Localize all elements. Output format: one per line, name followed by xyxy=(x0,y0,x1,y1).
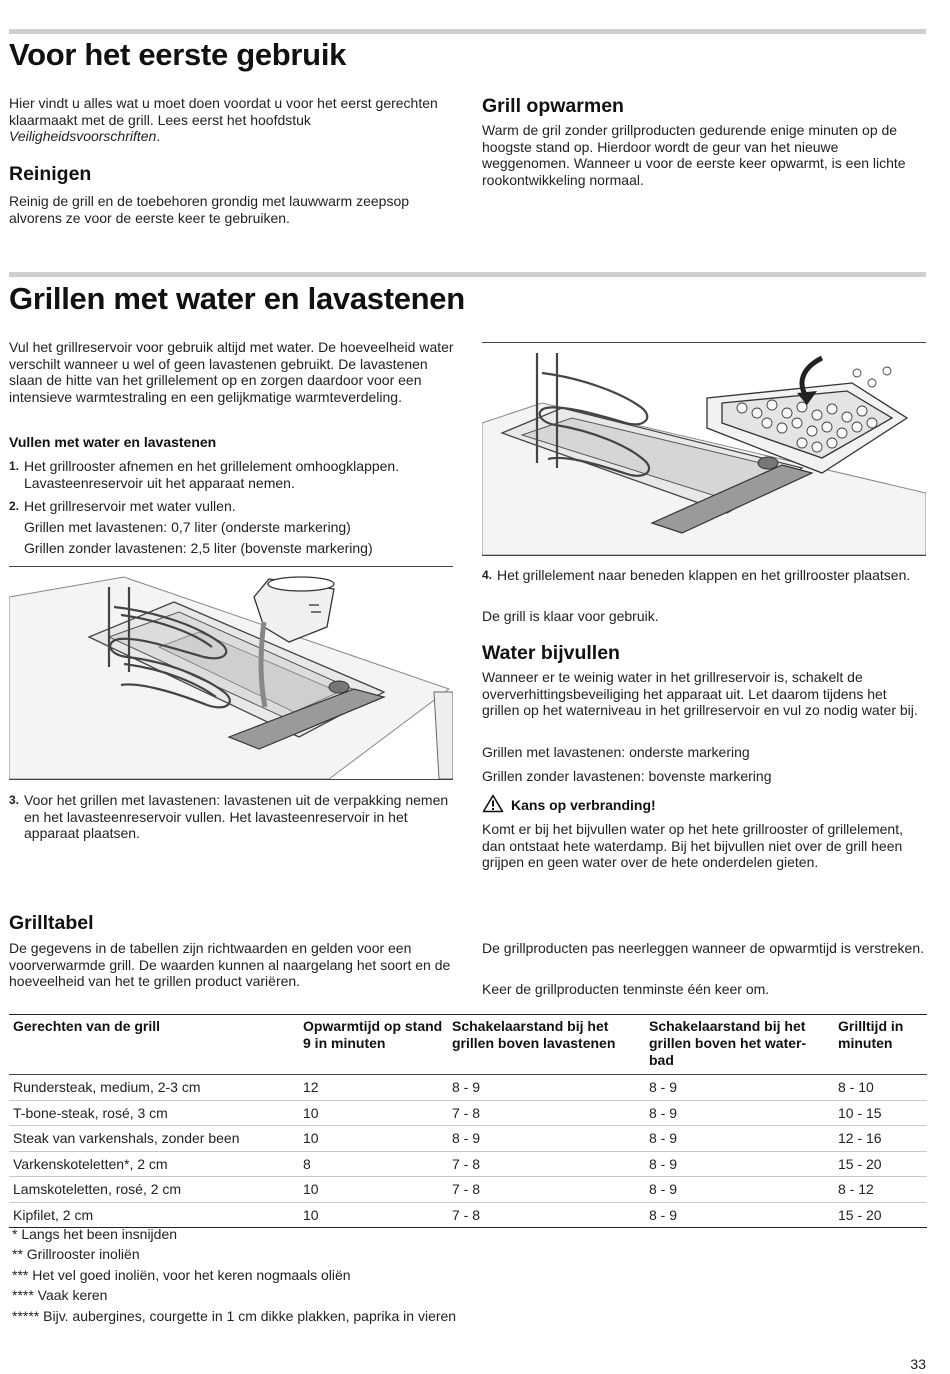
step-number: 2. xyxy=(9,499,20,513)
table-cell: Kipfilet, 2 cm xyxy=(9,1202,299,1228)
table-cell: 7 - 8 xyxy=(448,1100,645,1126)
step-text: Het grillreservoir met water vullen. xyxy=(24,498,236,514)
table-cell: Rundersteak, medium, 2-3 cm xyxy=(9,1075,299,1101)
bijvullen-text: Wanneer er te weinig water in het grillreservoir is, schakelt de oververhittingsbeveiliging het apparaat uit. Let daarom tijdens het grillen op het waterniveau in het grillreservoir en vul zo nodig water bij. xyxy=(482,669,918,719)
step-1 xyxy=(9,458,454,491)
heading-reinigen: Reinigen xyxy=(9,163,92,185)
table-header: Opwarmtijd op stand 9 in minuten xyxy=(299,1015,448,1075)
step-2-note-lavastenen: Grillen met lavastenen: 0,7 liter (onderste markering) xyxy=(24,519,351,535)
section-rule xyxy=(9,29,926,34)
section-title-grillen: Grillen met water en lavastenen xyxy=(9,281,465,316)
table-row xyxy=(9,1202,927,1228)
illustration-water-vullen xyxy=(9,566,453,780)
table-cell: 8 xyxy=(299,1151,448,1177)
table-cell: 10 xyxy=(299,1177,448,1203)
step-text: Het grillrooster afnemen en het grillelement omhoogklappen. Lavasteenreservoir uit het apparaat nemen. xyxy=(24,458,400,491)
table-header: Schakelaarstand bij het grillen boven lavastenen xyxy=(448,1015,645,1075)
intro-paragraph: Hier vindt u alles wat u moet doen voordat u voor het eerst gerechten klaarmaakt met de grill. Lees eerst het hoofdstuk Veiligheidsvoorschriften. xyxy=(9,95,438,145)
heading-water-bijvullen: Water bijvullen xyxy=(482,642,620,664)
warning-title: Kans op verbranding! xyxy=(511,797,656,813)
table-row xyxy=(9,1177,927,1203)
table-cell: 10 xyxy=(299,1126,448,1152)
step-number: 3. xyxy=(9,793,20,807)
table-header: Gerechten van de grill xyxy=(9,1015,299,1075)
footnote: **** Vaak keren xyxy=(12,1287,108,1303)
table-cell: Steak van varkenshals, zonder been xyxy=(9,1126,299,1152)
grill-water-illustration xyxy=(9,567,453,779)
table-cell: 8 - 9 xyxy=(645,1202,834,1228)
table-cell: 12 xyxy=(299,1075,448,1101)
table-cell: 15 - 20 xyxy=(834,1151,927,1177)
table-header: Grilltijd in minuten xyxy=(834,1015,927,1075)
table-row xyxy=(9,1075,927,1101)
footnote: ***** Bijv. aubergines, courgette in 1 cm dikke plakken, paprika in vieren xyxy=(12,1308,457,1324)
table-row xyxy=(9,1126,927,1152)
step-number: 4. xyxy=(482,568,493,582)
table-cell: 8 - 9 xyxy=(645,1151,834,1177)
table-cell: Varkenskoteletten*, 2 cm xyxy=(9,1151,299,1177)
table-cell: 8 - 12 xyxy=(834,1177,927,1203)
illustration-lavastenen xyxy=(482,342,926,556)
table-row xyxy=(9,1151,927,1177)
table-cell: 8 - 9 xyxy=(448,1075,645,1101)
table-cell: 7 - 8 xyxy=(448,1202,645,1228)
table-cell: 8 - 9 xyxy=(645,1126,834,1152)
grill-table xyxy=(9,1014,927,1228)
table-row xyxy=(9,1100,927,1126)
warning-text: Komt er bij het bijvullen water op het hete grillrooster of grillelement, dan ontstaat hete waterdamp. Bij het bijvullen niet over de grill heen grijpen en geen water over de hete onderdelen gieten. xyxy=(482,821,903,871)
heading-grilltabel: Grilltabel xyxy=(9,912,94,934)
heading-grill-opwarmen: Grill opwarmen xyxy=(482,95,624,117)
table-cell: 12 - 16 xyxy=(834,1126,927,1152)
ready-text: De grill is klaar voor gebruik. xyxy=(482,608,659,624)
grilltabel-note-2: Keer de grillproducten tenminste één keer om. xyxy=(482,981,770,997)
subheading-vullen: Vullen met water en lavastenen xyxy=(9,434,217,450)
table-cell: 8 - 9 xyxy=(645,1100,834,1126)
table-cell: 8 - 10 xyxy=(834,1075,927,1101)
table-cell: 10 - 15 xyxy=(834,1100,927,1126)
section-title-eerste-gebruik: Voor het eerste gebruik xyxy=(9,37,347,72)
table-cell: 10 xyxy=(299,1100,448,1126)
table-cell: 8 - 9 xyxy=(448,1126,645,1152)
table-cell: T-bone-steak, rosé, 3 cm xyxy=(9,1100,299,1126)
table-cell: 8 - 9 xyxy=(645,1177,834,1203)
table-header: Schakelaarstand bij het grillen boven het water-bad xyxy=(645,1015,834,1075)
step-text: Het grillelement naar beneden klappen en het grillrooster plaatsen. xyxy=(497,567,911,583)
table-cell: 7 - 8 xyxy=(448,1177,645,1203)
step-2 xyxy=(9,498,454,515)
footnote: ** Grillrooster inoliën xyxy=(12,1246,140,1262)
step-text: Voor het grillen met lavastenen: lavastenen uit de verpakking nemen en het lavasteenreservoir vullen. Het lavasteenreservoir in het apparaat plaatsen. xyxy=(24,792,449,842)
step-number: 1. xyxy=(9,459,20,473)
step-3 xyxy=(9,792,454,842)
table-cell: 15 - 20 xyxy=(834,1202,927,1228)
warning-triangle-icon xyxy=(482,794,504,813)
page-number: 33 xyxy=(910,1356,926,1372)
table-cell: 7 - 8 xyxy=(448,1151,645,1177)
bijvullen-lavastenen: Grillen met lavastenen: onderste markering xyxy=(482,744,750,760)
table-header-row xyxy=(9,1015,927,1075)
opwarmen-text: Warm de gril zonder grillproducten gedurende enige minuten op de hoogste stand op. Hierdoor wordt de geur van het nieuwe weggenomen. Wanneer u voor de eerste keer opwarmt, is een lichte rookontwikkeling normaal. xyxy=(482,122,906,188)
grillen-intro: Vul het grillreservoir voor gebruik altijd met water. De hoeveelheid water verschilt wanneer u wel of geen lavastenen gebruikt. De lavastenen slaan de hitte van het grillelement op en zorgen daardoor voor een intensieve warmtestraling en een gelijkmatige warmteverdeling. xyxy=(9,339,454,405)
step-4 xyxy=(482,567,927,584)
step-2-note-zonder: Grillen zonder lavastenen: 2,5 liter (bovenste markering) xyxy=(24,540,373,556)
table-cell: 8 - 9 xyxy=(645,1075,834,1101)
footnote: *** Het vel goed inoliën, voor het keren nogmaals oliën xyxy=(12,1267,351,1283)
grilltabel-intro: De gegevens in de tabellen zijn richtwaarden en gelden voor een voorverwarmde grill. De waarden kunnen al naargelang het soort en de hoeveelheid van het te grillen product variëren. xyxy=(9,940,451,990)
table-cell: Lamskoteletten, rosé, 2 cm xyxy=(9,1177,299,1203)
bijvullen-zonder: Grillen zonder lavastenen: bovenste markering xyxy=(482,768,772,784)
table-cell: 10 xyxy=(299,1202,448,1228)
footnote: * Langs het been insnijden xyxy=(12,1226,178,1242)
grilltabel-note-1: De grillproducten pas neerleggen wanneer de opwarmtijd is verstreken. xyxy=(482,940,925,956)
lava-stones-illustration xyxy=(482,343,926,555)
reinigen-text: Reinig de grill en de toebehoren grondig met lauwwarm zeepsop alvorens ze voor de eerste keer te gebruiken. xyxy=(9,193,410,226)
section-rule xyxy=(9,272,926,277)
